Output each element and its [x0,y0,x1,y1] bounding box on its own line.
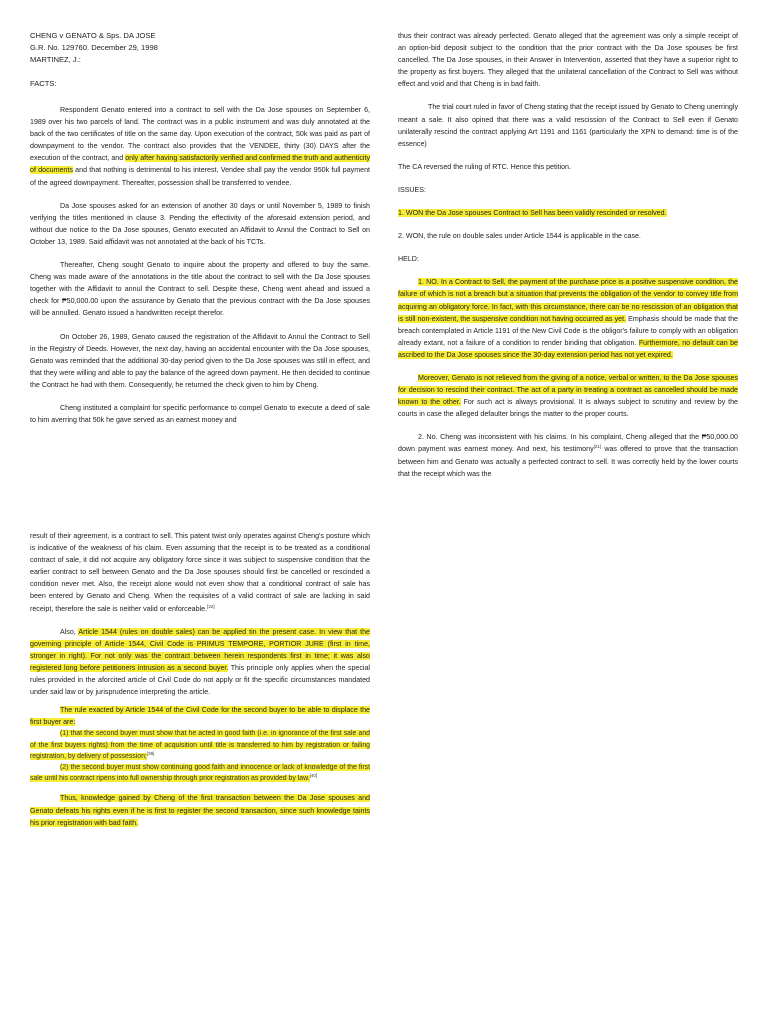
quote-1-text: (1) that the second buyer must show that he acted in good faith (i.e. in ignorance of the first sale and of the first buyers rights) from the time of acquisition until title is transferred to him by registration or failing registration, by delivery of possession; [30,730,370,760]
facts-p1-text-b: and that nothing is detrimental to his interest, Vendee shall pay the vendor 950k full payment of the agreed downpayment. Thereafter, possession shall be transferred to vendee. [30,166,370,187]
bottom-paragraph-1 [30,530,370,615]
held-heading: HELD: [398,255,419,264]
left-column [30,30,370,426]
held-3-text-b: was offered to prove that the transaction between him and Genato was actually a perfected contract to sell. It was correctly held by the lower courts that the receipt which was the [398,445,738,478]
held-2-text: For such act is always provisional. It is always subject to scrutiny and review by the courts in case the alleged defaulter brings the matter to the proper courts. [398,398,738,419]
right-column [398,30,738,480]
bottom-p2-highlight: Article 1544 (rules on double sales) can be applied tin the present case. In view that the governing principle of Article 1544, Civil Code is PRIMUS TEMPORE, PORTIOR JURE (first in time, stronger in right). For not only was the contract between herein respondents first in time; it was also registered long before petitioners intrusion as a second buyer. [30,627,370,672]
held-1-highlight: 1. NO. In a Contract to Sell, the payment of the purchase price is a positive suspensive condition, the failure of which is not a breach but a situation that prevents the obligation of the vendor to convey title from acquiring an obligatory force. In fact, with this circumstance, there can be no rescission of an obligation that is still non-existent, the suspensive condition not having occurred as yet. [398,278,738,323]
footnote-link-39[interactable]: [39] [146,750,155,756]
held-3-text-a: 2. No. Cheng was inconsistent with his claims. In his complaint, Cheng alleged that the ₱50,000.00 down payment was earnest money. And next, his testimony [398,433,738,454]
held-2-highlight: Moreover, Genato is not relieved from the giving of a notice, verbal or written, to the Da Jose spouses for decision to rescind their contract. The act of a party in treating a contract as cancelled should be made known to the other. [398,373,738,407]
issue-2: 2. WON, the rule on double sales under Article 1544 is applicable in the case. [398,232,641,241]
facts-p1-highlight: only after having satisfactorily verified and confirmed the truth and authenticity of documents [30,154,370,175]
bottom-left-column [30,530,370,829]
facts-paragraph-2: Da Jose spouses asked for an extension of another 30 days or until November 5, 1989 to finish verifying the titles mentioned in clause 3. Pending the effectivity of the aforesaid extension period, and without due notice to the Da Jose spouses, Genato executed an Affidavit to Annul the Contract to Sell on October 13, 1989. Said affidavit was not annotated at the back of his TCTs. [30,201,370,246]
bottom-paragraph-2 [30,626,370,699]
held-paragraph-1 [398,276,738,361]
facts-paragraph-3: Thereafter, Cheng sought Genato to inquire about the property and offered to buy the same. Cheng was made aware of the annotations in the title about the contract to sell with the Da Jose spouses together with the Affidavit to annul the Contract to sell. Despite these, Cheng went ahead and issued a check for ₱50,000.00 upon the assurance by Genato that the previous contract with the Da Jose spouses will be annulled. Genato issued a handwritten receipt therefor. [30,261,370,318]
quote-item-1 [30,728,370,762]
right-paragraph-3: The CA reversed the ruling of RTC. Hence this petition. [398,162,571,171]
case-name: CHENG v GENATO & Sps. DA JOSE [30,31,156,40]
issue-1 [398,207,738,219]
footnote-link-21[interactable]: [21] [593,444,602,450]
issues-heading: ISSUES: [398,185,426,194]
held-1-text: Emphasis should be made that the breach contemplated in Article 1191 of the New Civil Code is the obligor's failure to comply with an obligation already extant, not a failure of a condition to render binding that obligation. [398,314,738,347]
held-paragraph-3 [398,431,738,479]
gr-number: G.R. No. 129760. December 29, 1998 [30,43,158,52]
facts-paragraph-1 [30,104,370,189]
bottom-p1-text: result of their agreement, is a contract to sell. This patent twist only operates against Cheng's posture which is indicative of the weakness of his claim. Even assuming that the receipt is to be treated as a conditional contract of sale, it did not acquire any obligatory force since it was subject to suspensive condition that the earlier contract to sell between Genato and the Da Jose spouses should first be cancelled or rescinded a condition never met. Also, the receipt alone would not even show that a conditional contract of sale has been entered by Genato and Cheng. When the requisites of a valid contract of sale are lacking in said receipt, therefore the sale is neither valid or enforceable. [30,532,370,613]
ponente: MARTINEZ, J.: [30,55,81,64]
bottom-paragraph-4 [30,792,370,828]
facts-p1-text-a: Respondent Genato entered into a contract to sell with the Da Jose spouses on September 6, 1989 over his two parcels of land. The contract was in a public instrument and was duly annotated at the back of the two certificates of title on the same day. Upon execution of the contract, 50k was paid as part of downpayment to the vendor. The contract also provides that the VENDEE, thirty (30) DAYS after the execution of the contract, and [30,106,370,163]
right-paragraph-1: thus their contract was already perfected. Genato alleged that the agreement was only a simple receipt of an option-bid deposit subject to the condition that the prior contract with the Da Jose spouses be first cancelled. The Da Jose spouses, in their Answer in Intervention, asserted that they have a superior right to the property as first buyers. They alleged that the unilateral cancellation of the Contract to Sell was without effect and void and that Cheng is in bad faith. [398,32,738,89]
issue-1-text: 1. WON the Da Jose spouses Contract to Sell has been validly rescinded or resolved. [398,209,667,218]
bottom-p2-text: This principle only applies when the special rules provided in the aforcited article of Civil Code do not apply or fit the specific circumstances mandated under said law or by jurisprudence interpreting the article. [30,663,371,697]
quote-2-text: (2) the second buyer must show continuing good faith and innocence or lack of knowledge of the first sale until his contract ripens into full ownership through prior registration as provided by law. [30,764,370,783]
footnote-link-22[interactable]: [22] [207,603,215,609]
held-paragraph-2 [398,372,738,420]
facts-heading: FACTS: [30,79,57,88]
bottom-paragraph-3 [30,704,370,728]
bottom-p4-highlight: Thus, knowledge gained by Cheng of the first transaction between the Da Jose spouses and Genato defeats his rights even if he is first to register the second transaction, since such knowledge taints his prior registration with bad faith. [30,794,370,827]
quote-item-2 [30,762,370,784]
facts-paragraph-5: Cheng instituted a complaint for specific performance to compel Genato to execute a deed of sale to him averring that 50k he gave served as an earnest money and [30,403,370,425]
footnote-link-40[interactable]: [40] [309,773,318,779]
right-paragraph-2: The trial court ruled in favor of Cheng stating that the receipt issued by Genato to Cheng unerringly meant a sale. It also opined that there was a valid rescission of the Contract to Sell even if Genato unilaterally rescind the contract applying Art 1191 and 1161 (particularly the XPN to demand: time is of the essence) [398,103,738,148]
held-1-highlight-2: Furthermore, no default can be ascribed to the Da Jose spouses since the 30-day extension period has not yet expired. [398,338,738,359]
facts-paragraph-4: On October 26, 1989, Genato caused the registration of the Affidavit to Annul the Contract to Sell in the Registry of Deeds. However, the next day, having an accidental encounter with the Da Jose spouses, Genato was reminded that the additional 30-day period given to the Da Jose spouses was still in effect, and that they were willing and able to pay the balance of the agreed down payment. He then decided to continue the Contract he had with them. Consequently, he returned the check given to him by Cheng. [30,332,370,389]
bottom-p2-lead: Also, [60,627,79,636]
bottom-p3-highlight: The rule exacted by Article 1544 of the Civil Code for the second buyer to be able to displace the first buyer are: [30,706,370,727]
